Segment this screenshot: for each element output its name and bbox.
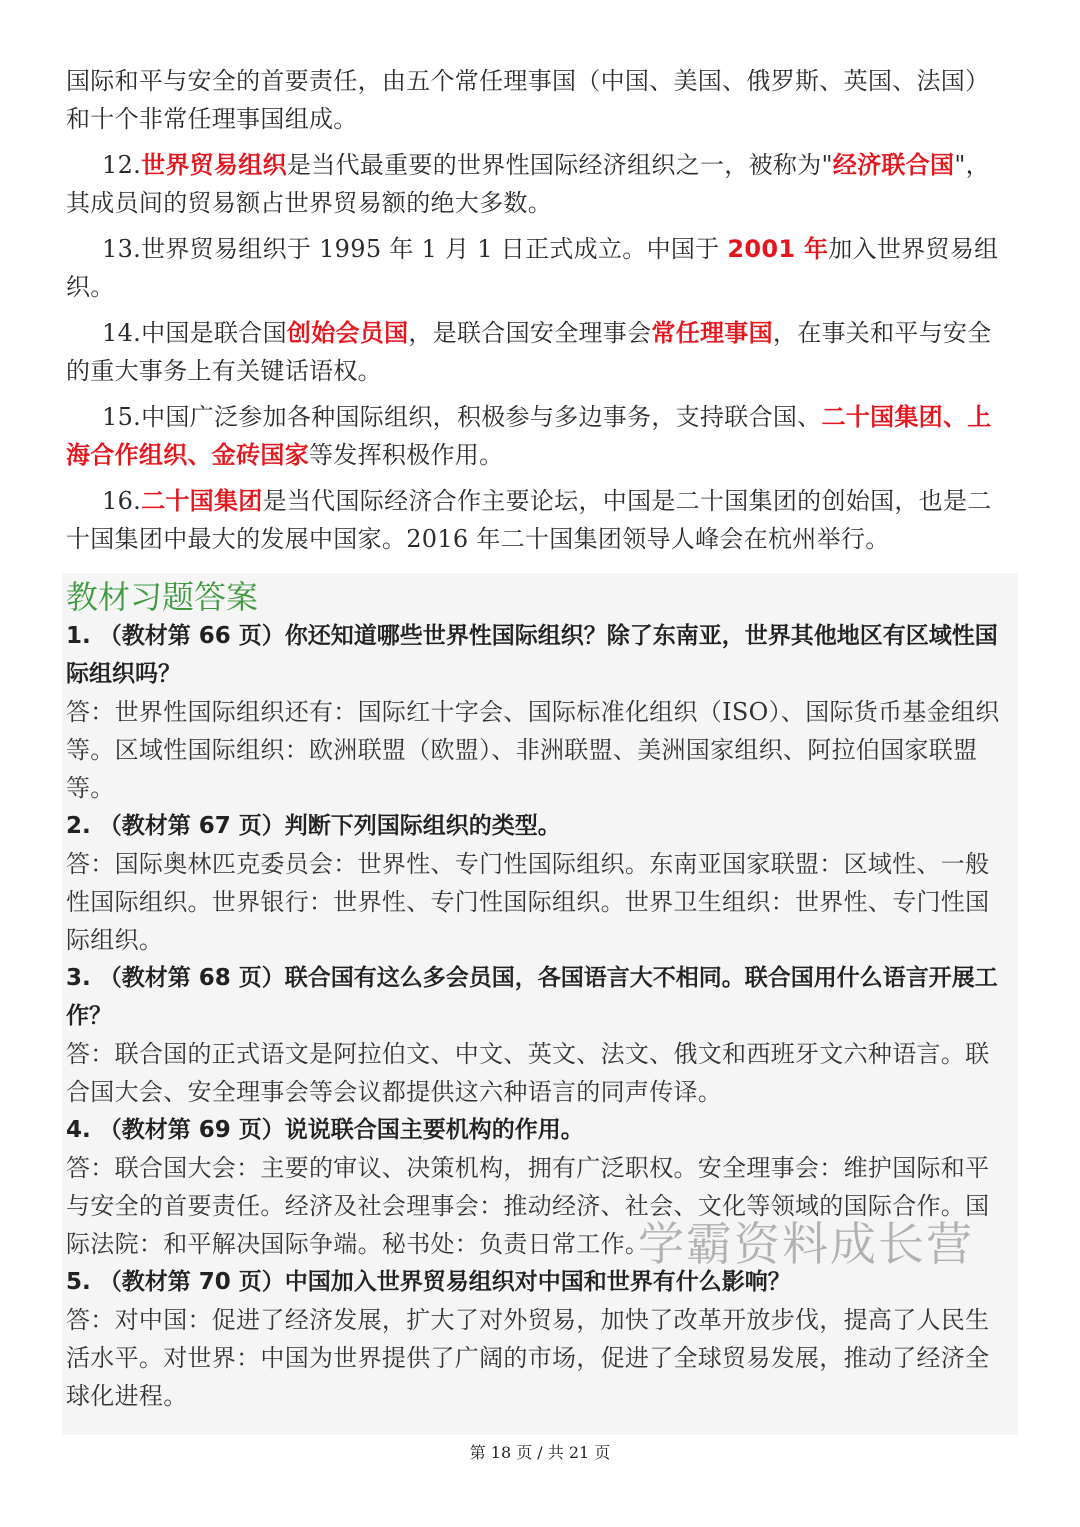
answer: 答：联合国的正式语文是阿拉伯文、中文、英文、法文、俄文和西班牙文六种语言。联合国大会、安全理事会等会议都提供这六种语言的同声传译。 <box>66 1040 990 1106</box>
section-heading: 教材习题答案 <box>66 578 259 616</box>
point-paragraph <box>66 482 1010 558</box>
point-number: 15. <box>102 403 142 431</box>
page-body <box>66 62 1010 566</box>
intro-paragraph: 国际和平与安全的首要责任，由五个常任理事国（中国、美国、俄罗斯、英国、法国）和十个非常任理事国组成。 <box>66 67 990 133</box>
point-paragraph <box>66 146 1010 222</box>
question: 5. （教材第 70 页）中国加入世界贸易组织对中国和世界有什么影响？ <box>66 1269 791 1295</box>
page-footer: 第 18 页 / 共 21 页 <box>469 1443 611 1462</box>
points-list <box>66 146 1010 558</box>
answer: 答：联合国大会：主要的审议、决策机构，拥有广泛职权。安全理事会：维护国际和平与安全的首要责任。经济及社会理事会：推动经济、社会、文化等领域的国际合作。国际法院：和平解决国际争端。秘书处：负责日常工作。 <box>66 1154 990 1258</box>
highlight-text: 世界贸易组织 <box>141 151 287 179</box>
point-number: 13. <box>102 235 142 263</box>
point-number: 16. <box>102 487 142 515</box>
point-paragraph <box>66 398 1010 474</box>
body-text: 是当代国际经济合作主要论坛，中国是二十国集团的创始国，也是二十国集团中最大的发展中国家。2016 年二十国集团领导人峰会在杭州举行。 <box>66 487 992 553</box>
answers-list <box>66 617 1010 1415</box>
body-text: 中国广泛参加各种国际组织，积极参与多边事务，支持联合国、 <box>141 403 822 431</box>
answer: 答：对中国：促进了经济发展，扩大了对外贸易，加快了改革开放步伐，提高了人民生活水平。对世界：中国为世界提供了广阔的市场，促进了全球贸易发展，推动了经济全球化进程。 <box>66 1306 990 1410</box>
highlight-text: 常任理事国 <box>651 319 773 347</box>
question: 3. （教材第 68 页）联合国有这么多会员国，各国语言大不相同。联合国用什么语言开展工作？ <box>66 965 998 1029</box>
highlight-text: 经济联合国 <box>832 151 955 179</box>
question: 2. （教材第 67 页）判断下列国际组织的类型。 <box>66 813 561 839</box>
body-text: 中国是联合国 <box>141 319 287 347</box>
question: 4. （教材第 69 页）说说联合国主要机构的作用。 <box>66 1117 584 1143</box>
answer: 答：世界性国际组织还有：国际红十字会、国际标准化组织（ISO）、国际货币基金组织等。区域性国际组织：欧洲联盟（欧盟）、非洲联盟、美洲国家组织、阿拉伯国家联盟等。 <box>66 698 1000 802</box>
highlight-text: 创始会员国 <box>286 319 409 347</box>
body-text: 等发挥积极作用。 <box>309 441 504 469</box>
answer: 答：国际奥林匹克委员会：世界性、专门性国际组织。东南亚国家联盟：区域性、一般性国际组织。世界银行：世界性、专门性国际组织。世界卫生组织：世界性、专门性国际组织。 <box>66 850 990 954</box>
highlight-text: 2001 年 <box>727 235 829 263</box>
watermark: 学霸资料成长营 <box>638 1217 974 1271</box>
body-text: 是当代最重要的世界性国际经济组织之一，被称为" <box>286 151 833 179</box>
body-text: 加入世界贸易组织。 <box>66 235 999 301</box>
point-number: 12. <box>102 151 142 179</box>
body-text: "，其成员间的贸易额占世界贸易额的绝大多数。 <box>66 151 990 217</box>
body-text: ，是联合国安全理事会 <box>408 319 652 347</box>
point-paragraph <box>66 230 1010 306</box>
highlight-text: 二十国集团 <box>141 487 263 515</box>
point-paragraph <box>66 314 1010 390</box>
body-text: 世界贸易组织于 1995 年 1 月 1 日正式成立。中国于 <box>141 235 728 263</box>
body-text: ，在事关和平与安全的重大事务上有关键话语权。 <box>66 319 992 385</box>
highlight-text: 二十国集团、上海合作组织、金砖国家 <box>66 403 992 469</box>
question: 1. （教材第 66 页）你还知道哪些世界性国际组织？除了东南亚，世界其他地区有区域性国际组织吗？ <box>66 623 998 687</box>
answers-section <box>62 573 1018 1435</box>
point-number: 14. <box>102 319 142 347</box>
